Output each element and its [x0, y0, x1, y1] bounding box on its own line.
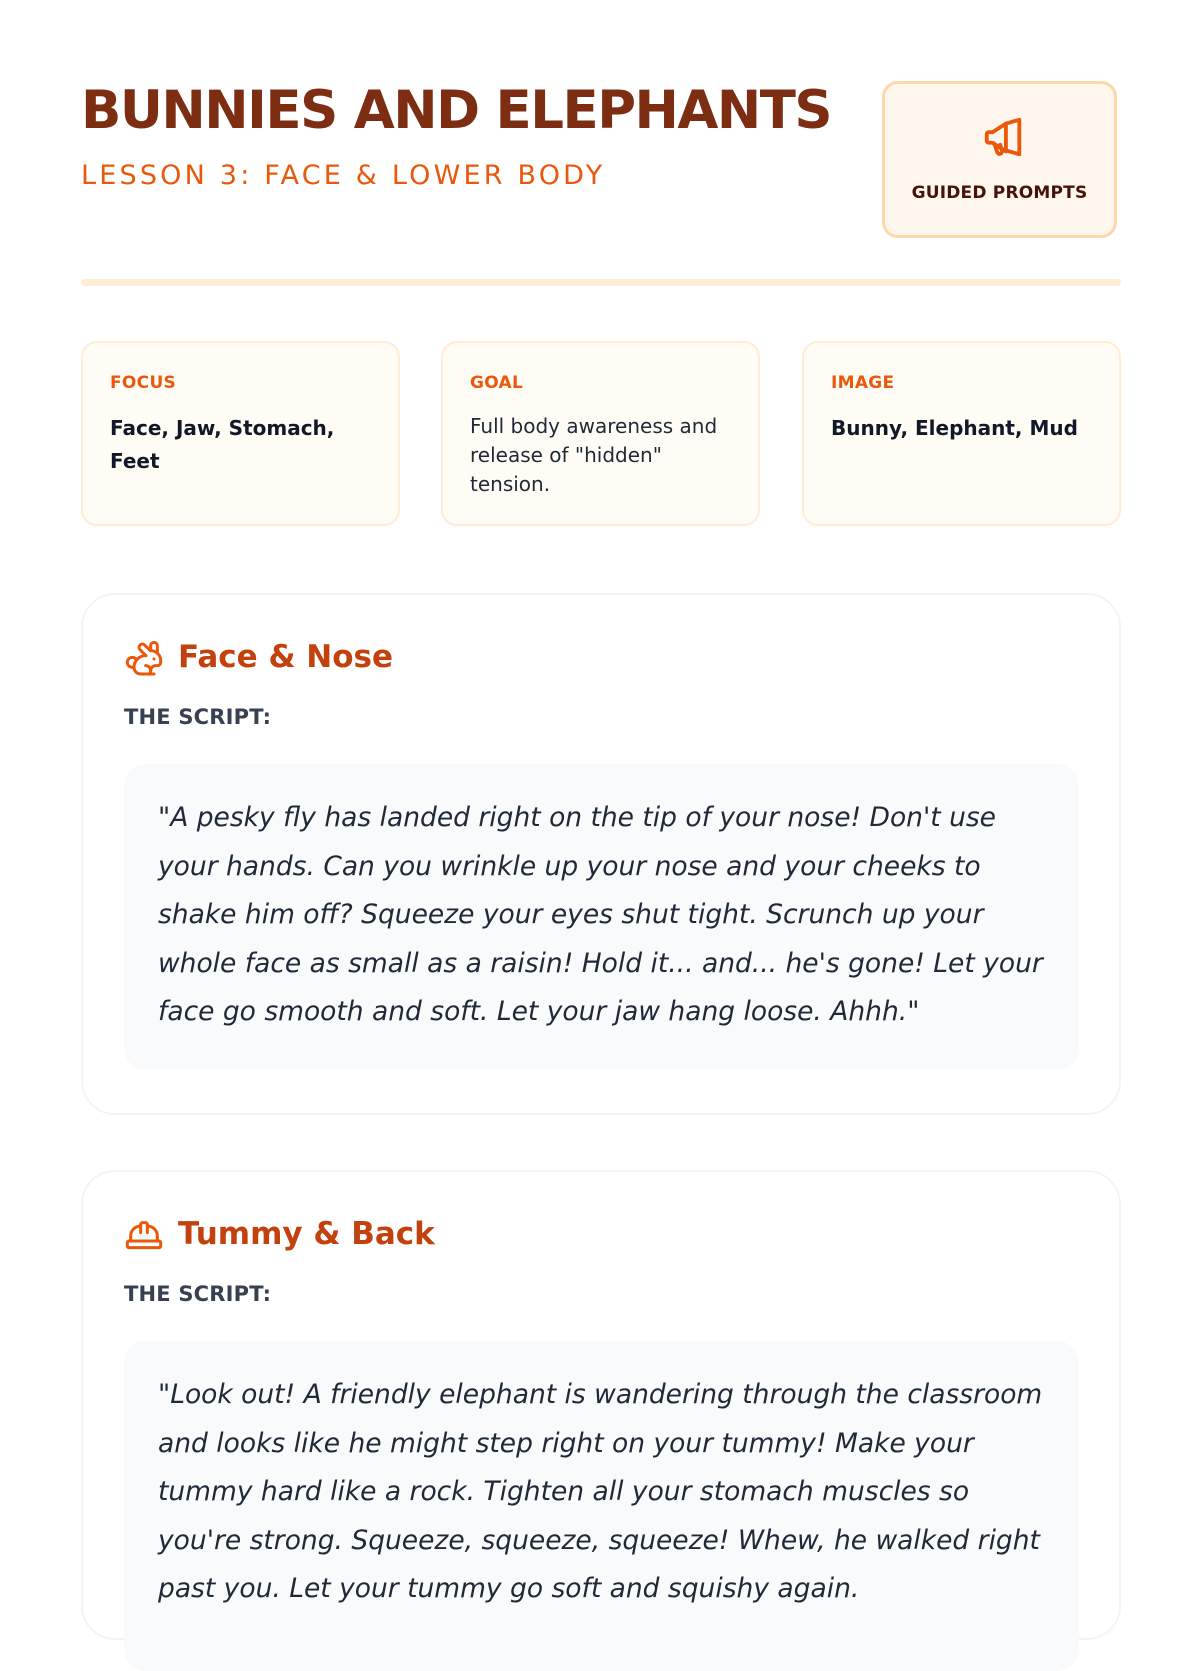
script-text: "Look out! A friendly elephant is wandering through the classroom and looks like he might step right on your tummy! Make your tummy hard like a rock. Tighten all your stomach muscles so you're strong. Squeeze, squeeze, squeeze! Whew, he walked right past you. Let your tummy go soft and squishy again.: [124, 1341, 1079, 1671]
hard-hat-icon: [124, 1216, 164, 1256]
rabbit-icon: [124, 639, 164, 679]
header-divider: [81, 279, 1121, 286]
section-title: Face & Nose: [178, 639, 394, 675]
goal-value: Full body awareness and release of "hidden" tension.: [470, 414, 718, 496]
goal-label: GOAL: [470, 373, 524, 393]
goal-card: [441, 341, 760, 526]
megaphone-icon: [981, 114, 1027, 160]
face-nose-section: [81, 593, 1121, 1115]
focus-value: Face, Jaw, Stomach, Feet: [110, 416, 335, 473]
image-card: [802, 341, 1121, 526]
lesson-subtitle: LESSON 3: FACE & LOWER BODY: [81, 160, 606, 191]
lesson-info-row: [81, 341, 1121, 526]
focus-label: FOCUS: [110, 373, 177, 393]
section-title: Tummy & Back: [178, 1216, 435, 1252]
guided-prompts-label: GUIDED PROMPTS: [911, 183, 1088, 203]
page-title: BUNNIES AND ELEPHANTS: [81, 80, 832, 141]
script-text: "A pesky fly has landed right on the tip of your nose! Don't use your hands. Can you wrinkle up your nose and your cheeks to shake him off? Squeeze your eyes shut tight. Scrunch up your whole face as small as a raisin! Hold it... and... he's gone! Let your face go smooth and soft. Let your jaw hang loose. Ahhh.": [124, 764, 1079, 1070]
script-label: THE SCRIPT:: [124, 705, 272, 729]
image-label: IMAGE: [831, 373, 895, 393]
guided-prompts-button[interactable]: [882, 81, 1117, 238]
focus-card: [81, 341, 400, 526]
tummy-back-section: [81, 1170, 1121, 1640]
script-label: THE SCRIPT:: [124, 1282, 272, 1306]
page-header: [81, 78, 1121, 243]
image-value: Bunny, Elephant, Mud: [831, 416, 1078, 440]
